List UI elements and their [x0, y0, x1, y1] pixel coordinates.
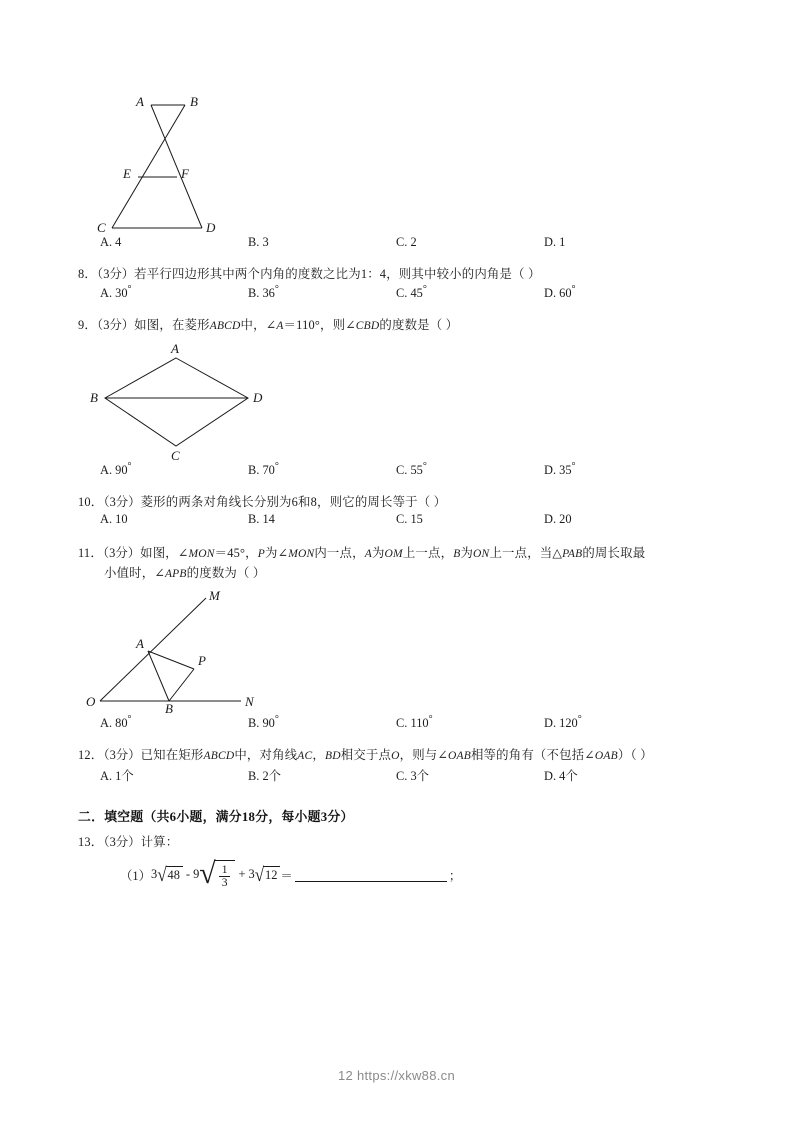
option-q11-c-value: 110 [410, 716, 429, 730]
label-d: D [253, 390, 263, 406]
term-2-coefficient: 9 [193, 867, 200, 882]
question-12-points: （3分） [103, 747, 141, 762]
term-1 [150, 863, 183, 886]
segment-pb [169, 669, 194, 701]
label-f: F [181, 166, 189, 181]
question-9-points: （3分） [97, 318, 135, 333]
section-2-title: 二．填空题（共6小题，满分18分，每小题3分） [78, 809, 354, 824]
question-11-mon-1: MON [188, 548, 215, 561]
question-11-l1d: 内一点， [314, 546, 365, 561]
option-q11-d[interactable] [544, 714, 582, 731]
label-b: B [165, 700, 173, 714]
option-q11-a-key: A. [100, 716, 113, 730]
option-q11-b[interactable] [248, 714, 279, 731]
option-q9-d[interactable] [544, 461, 576, 478]
label-e: E [123, 166, 131, 181]
option-q10-d-key: D. [544, 512, 557, 527]
question-8-dot: ． [84, 267, 97, 281]
question-10-body-2: ，则它的周长等于（ ） [317, 495, 447, 510]
question-9-body-4: 的度数是（ ） [379, 318, 459, 333]
option-q11-c[interactable] [396, 714, 433, 731]
angle-mon-svg [78, 584, 298, 714]
sqrt-icon-2 [199, 857, 235, 891]
option-q9-b[interactable] [248, 461, 279, 478]
option-q11-a-value: 80 [115, 716, 128, 730]
option-q10-b[interactable] [248, 512, 275, 527]
question-11-dot: ． [90, 546, 103, 561]
option-q10-b-key: B. [248, 512, 260, 527]
question-13-number: 13 [78, 834, 91, 849]
question-11-mon-2: MON [288, 548, 315, 561]
question-12-b5: ，则与∠ [399, 747, 448, 762]
label-c: C [171, 448, 180, 462]
option-q12-a-value: 1个 [115, 768, 134, 783]
figure-q7-crossed-triangles [78, 60, 728, 235]
question-9-text [78, 316, 728, 336]
question-9-body-2: 中，∠ [240, 318, 277, 333]
question-12-angle-oab-1: OAB [447, 749, 471, 762]
option-q7-b-value: 3 [262, 235, 269, 249]
segment-ad [151, 105, 202, 228]
question-13-body: 计算： [140, 834, 179, 849]
label-n: N [245, 693, 254, 709]
question-9-body-3: ＝110°，则∠ [283, 318, 356, 333]
question-10-dot: ． [90, 495, 104, 510]
question-13 [78, 833, 728, 898]
question-10-values: 6和8 [291, 495, 318, 510]
option-q9-a-value: 90 [115, 463, 128, 478]
figure-q9-rhombus [78, 336, 728, 461]
label-b: B [90, 390, 98, 406]
option-q8-d[interactable] [544, 284, 576, 301]
option-q9-d-unit: ° [571, 461, 576, 473]
option-q8-b[interactable] [248, 284, 279, 301]
question-11-l1a: 如图，∠ [140, 546, 189, 561]
option-q9-c-unit: ° [422, 461, 427, 473]
option-q12-a-key: A. [100, 768, 113, 783]
label-d: D [206, 220, 216, 235]
question-12-b2: 中，对角线 [234, 747, 298, 762]
option-q11-d-key: D. [544, 716, 557, 730]
radical-symbol-2: √ [199, 857, 216, 891]
option-q7-d-value: 1 [559, 235, 566, 249]
option-q8-d-unit: ° [571, 284, 576, 296]
question-11-ray-om: OM [384, 548, 403, 561]
question-8-body-1: 若平行四边形其中两个内角的度数之比为 [134, 267, 361, 281]
question-10 [78, 493, 728, 542]
option-q8-c-unit: ° [422, 284, 427, 296]
option-q8-c-key: C. [396, 286, 408, 301]
option-q11-b-value: 90 [262, 716, 275, 730]
option-q7-a-key: A. [100, 235, 113, 249]
question-11-tri-pab: PAB [562, 548, 583, 561]
question-11-l1f: 上一点， [402, 546, 454, 561]
question-9-body-1: 如图，在菱形 [134, 318, 210, 333]
options-q11 [78, 714, 728, 744]
option-q7-c-value: 2 [410, 235, 417, 249]
fraction-denominator: 3 [221, 877, 228, 890]
question-8-ratio: 1：4 [360, 267, 387, 281]
option-q7-a-value: 4 [115, 235, 122, 249]
option-q12-d-value: 4个 [559, 768, 578, 783]
option-q8-a-key: A. [100, 286, 113, 301]
question-13-dot: ． [90, 834, 104, 849]
operator-2: + [238, 867, 246, 882]
question-9-angle-a: A [276, 320, 284, 333]
radical-symbol-3: √ [254, 863, 265, 886]
option-q9-a[interactable] [100, 461, 132, 478]
question-13-text [78, 833, 728, 852]
question-12-diag-ac: AC [297, 749, 313, 762]
exam-content [78, 60, 728, 900]
option-q11-c-key: C. [396, 716, 408, 730]
question-11-l1e: 为 [371, 546, 385, 561]
option-q8-a[interactable] [100, 284, 132, 301]
question-12-b1: 已知在矩形 [140, 747, 204, 762]
question-10-points: （3分） [103, 495, 141, 510]
question-8-body-2: ，则其中较小的内角是（ ） [386, 267, 541, 281]
question-10-body-1: 菱形的两条对角线长分别为 [140, 495, 292, 510]
question-12-b4: 相交于点 [340, 747, 392, 762]
question-11-number: 11 [78, 546, 91, 561]
label-c: C [97, 220, 106, 235]
question-9 [78, 316, 728, 491]
question-12-b3: ， [312, 747, 325, 762]
option-q12-b[interactable] [248, 766, 281, 784]
option-q11-b-key: B. [248, 716, 260, 730]
option-q10-a-value: 10 [115, 512, 128, 527]
question-12-point-o: O [391, 749, 400, 762]
option-q12-b-key: B. [248, 768, 260, 783]
label-a: A [136, 635, 144, 651]
question-11-l1h: 上一点，当△ [489, 546, 563, 561]
question-12-dot: ． [90, 747, 104, 762]
option-q9-b-value: 70 [262, 463, 275, 478]
option-q10-c-value: 15 [410, 512, 423, 527]
options-q9 [78, 461, 728, 491]
fraction [217, 864, 233, 889]
label-a: A [136, 94, 144, 109]
radical-symbol-1: √ [157, 863, 167, 886]
option-q12-c[interactable] [396, 766, 429, 784]
options-q12 [78, 766, 728, 796]
question-11-ray-on: ON [473, 548, 490, 561]
trailing-punctuation: ； [448, 868, 462, 883]
question-11-text-line2 [78, 564, 728, 584]
term-3 [248, 863, 280, 886]
equals-sign: ＝ [280, 868, 293, 883]
option-q7-a[interactable] [100, 235, 121, 250]
option-q7-c-key: C. [396, 235, 408, 249]
option-q11-d-unit: ° [577, 713, 582, 725]
rhombus-svg [78, 336, 298, 461]
option-q9-c-key: C. [396, 463, 408, 478]
sqrt-icon-1 [157, 863, 183, 886]
option-q9-b-key: B. [248, 463, 260, 478]
option-q12-c-value: 3个 [410, 768, 430, 783]
option-q11-d-value: 120 [559, 716, 578, 730]
question-12-text [78, 746, 728, 766]
option-q9-d-value: 35 [559, 463, 572, 478]
option-q7-d[interactable] [544, 235, 565, 250]
term-1-radicand: 48 [166, 866, 183, 884]
question-8-text [78, 265, 728, 284]
page-footer: 12 https://xkw88.cn [338, 1068, 455, 1083]
term-3-radicand: 12 [263, 866, 280, 884]
question-9-dot: ． [84, 318, 97, 333]
option-q9-c-value: 55 [410, 463, 423, 478]
option-q8-c[interactable] [396, 284, 427, 301]
crossed-triangles-svg [78, 60, 278, 235]
option-q10-c[interactable] [396, 512, 423, 527]
label-p: P [198, 652, 206, 668]
option-q12-d-key: D. [544, 768, 557, 783]
option-q11-b-unit: ° [274, 713, 279, 725]
question-9-shape: ABCD [209, 320, 241, 333]
option-q7-b-key: B. [248, 235, 260, 249]
label-m: M [209, 587, 220, 603]
label-o: O [86, 693, 96, 709]
question-12 [78, 746, 728, 796]
option-q10-d[interactable] [544, 512, 572, 527]
option-q12-a[interactable] [100, 766, 134, 784]
option-q10-b-value: 14 [262, 512, 275, 527]
fraction-numerator: 1 [219, 864, 231, 877]
question-12-b6: 相等的角有（不包括∠ [470, 747, 595, 762]
term-2 [193, 857, 235, 891]
question-13-sub-label: （1） [120, 868, 151, 883]
question-12-b7: ）（ ） [617, 747, 653, 762]
question-11-l1b: ＝45°， [214, 546, 258, 561]
ray-om [100, 598, 206, 701]
question-11-l2b: 的度数为（ ） [186, 566, 266, 581]
figure-q11-angle-mon [78, 584, 728, 714]
option-q10-a-key: A. [100, 512, 113, 527]
option-q8-b-key: B. [248, 286, 260, 301]
question-11 [78, 544, 728, 744]
option-q9-a-key: A. [100, 463, 113, 478]
options-q8 [78, 284, 728, 314]
option-q7-d-key: D. [544, 235, 557, 249]
term-3-coefficient: 3 [248, 867, 255, 882]
question-11-angle-apb: APB [164, 568, 187, 581]
sqrt-icon-3 [254, 863, 281, 886]
question-13-points: （3分） [103, 834, 141, 849]
option-q9-d-key: D. [544, 463, 557, 478]
option-q8-b-value: 36 [262, 286, 275, 301]
option-q12-c-key: C. [396, 768, 408, 783]
label-b: B [190, 94, 198, 109]
question-11-l1c: 为∠ [265, 546, 289, 561]
rhombus-outline [105, 358, 248, 446]
question-12-rect-abcd: ABCD [203, 749, 235, 762]
option-q10-c-key: C. [396, 512, 408, 527]
question-9-angle-cbd: CBD [355, 320, 380, 333]
option-q7-b[interactable] [248, 235, 269, 250]
question-9-number: 9 [78, 318, 85, 333]
question-12-number: 12 [78, 747, 91, 762]
option-q9-a-unit: ° [127, 461, 132, 473]
option-q7-c[interactable] [396, 235, 417, 250]
option-q8-c-value: 45 [410, 286, 423, 301]
question-11-l1g: 为 [460, 546, 474, 561]
option-q8-d-key: D. [544, 286, 557, 301]
question-11-l2a: 小值时，∠ [104, 566, 165, 581]
question-12-angle-oab-2: OAB [594, 749, 618, 762]
option-q12-d[interactable] [544, 766, 578, 784]
option-q9-b-unit: ° [274, 461, 279, 473]
option-q10-a[interactable] [100, 512, 128, 527]
option-q11-a[interactable] [100, 714, 132, 731]
question-11-point-b: B [453, 548, 461, 561]
question-8-points: （3分） [97, 267, 135, 281]
options-q10 [78, 512, 728, 542]
question-8-number: 8 [78, 267, 85, 281]
question-11-points: （3分） [102, 546, 141, 561]
option-q10-d-value: 20 [559, 512, 572, 527]
question-11-l1i: 的周长取最 [582, 546, 646, 561]
question-11-point-a: A [364, 548, 372, 561]
option-q8-a-value: 30 [115, 286, 128, 301]
term-2-radicand [215, 860, 236, 889]
question-13-formula [78, 852, 728, 898]
question-11-point-p: P [257, 548, 265, 561]
answer-blank[interactable] [295, 868, 447, 882]
question-11-text-line1 [78, 544, 728, 564]
operator-1: - [185, 867, 191, 882]
option-q11-c-unit: ° [428, 713, 433, 725]
option-q8-d-value: 60 [559, 286, 572, 301]
question-10-text [78, 493, 728, 512]
option-q12-b-value: 2个 [262, 768, 282, 783]
option-q9-c[interactable] [396, 461, 427, 478]
option-q8-b-unit: ° [274, 284, 279, 296]
question-12-diag-bd: BD [325, 749, 341, 762]
question-10-number: 10 [78, 495, 91, 510]
term-1-coefficient: 3 [150, 867, 158, 882]
options-q7 [78, 235, 728, 265]
option-q8-a-unit: ° [127, 284, 132, 296]
option-q11-a-unit: ° [127, 713, 132, 725]
label-a: A [171, 341, 179, 357]
question-8 [78, 265, 728, 314]
